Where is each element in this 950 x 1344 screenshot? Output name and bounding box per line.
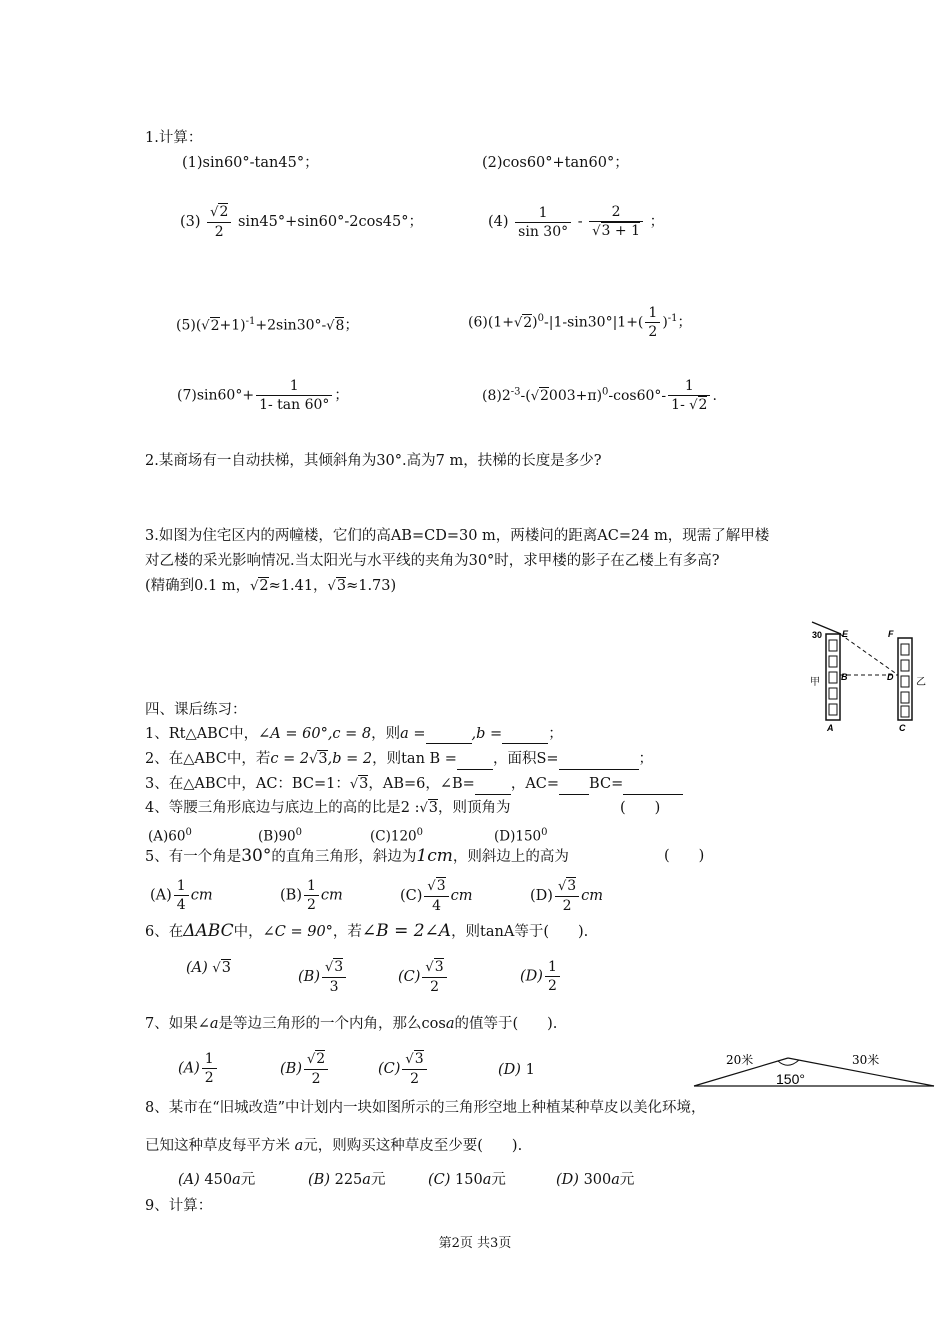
exercise-6-opt-b: (B) $\frac{√3}{3}$	[298, 958, 348, 996]
triangle-figure	[688, 1046, 940, 1092]
exercise-5: 5、有一个角是30°的直角三角形，斜边为1cm，则斜边上的高为	[145, 846, 569, 866]
exercise-1: 1、Rt△ABC中，∠A = 60°,c = 8，则a = ,b = ；	[145, 726, 563, 742]
q1-part2: (2)cos60°+tan60°；	[482, 155, 629, 171]
exercise-5-opt-a: (A) $\frac{1}{4}$ cm	[150, 878, 213, 913]
exercise-4-opt-d: $(D)150^0$	[494, 827, 548, 845]
exercise-4-opt-a: $(A)60^0$	[148, 827, 192, 845]
fig2-left-side: 20米	[726, 1053, 754, 1067]
exercise-9: 9、计算：	[145, 1198, 213, 1214]
exercise-2: 2、在△ABC中，若c = 2√3,b = 2，则tan B = ，面积S= ；	[145, 749, 653, 770]
q1-part6: $(6)(1+√2)^0-|1-\sin 30^\circ|1+$( $\frac{1}{2}$ )$^{-1}$；	[468, 305, 692, 340]
exercise-6-opt-a: (A) √3	[186, 960, 231, 976]
exercise-6-opt-c: (C) $\frac{√3}{2}$	[398, 958, 449, 996]
exercise-8-opt-a: (A) 450a元	[178, 1172, 256, 1188]
exercise-3: 3、在△ABC中，AC：BC=1：√3，AB=6，∠B= ，AC= BC=	[145, 774, 683, 795]
q1-part8: $(8)2^{-3}-(√2003+\pi)^0-\cos 60^\circ-$ $\frac{1}{1- √2}$ .	[482, 378, 717, 413]
q3-line2: 对乙楼的采光影响情况.当太阳光与水平线的夹角为30°时，求甲楼的影子在乙楼上有多高?	[145, 553, 720, 569]
q1-heading: 1.计算：	[145, 130, 203, 146]
fig1-angle: 30	[812, 630, 823, 640]
exercise-5-opt-d: (D) $\frac{√3}{2}$ cm	[530, 878, 604, 914]
buildings-figure	[806, 618, 936, 738]
exercise-7: 7、如果∠a是等边三角形的一个内角，那么cosa的值等于( ).	[145, 1016, 558, 1032]
exercise-8-opt-d: (D) 300a元	[556, 1172, 635, 1188]
exercise-8-opt-b: (B) 225a元	[308, 1172, 386, 1188]
section4-heading: 四、课后练习：	[145, 702, 247, 718]
page-footer: 第2页 共3页	[438, 1236, 512, 1251]
q1-part5: $(5)(√2+1)^{-1}+2\sin 30^\circ-√8$；	[176, 316, 359, 334]
svg-text:C: C	[899, 723, 906, 733]
exercise-6-opt-d: (D) $\frac{1}{2}$	[520, 958, 562, 995]
q1-part4: (4) $\frac{1}{\sin 30^\circ}$ - $\frac{2}{√3 + 1}$ ；	[488, 204, 665, 240]
exercise-4-opt-b: $(B)90^0$	[258, 827, 303, 845]
q1-part7: (7)sin60°+ $\frac{1}{1- \tan 60^\circ}$ ；	[177, 378, 349, 413]
fig2-angle: 150°	[776, 1071, 805, 1087]
svg-text:B: B	[841, 672, 848, 682]
exercise-5-paren: ( )	[664, 848, 705, 864]
exercise-5-opt-c: (C) $\frac{√3}{4}$ cm	[400, 878, 473, 914]
svg-text:F: F	[888, 629, 894, 639]
svg-text:D: D	[887, 672, 894, 682]
q1-part3: (3) $\frac{√2}{2}$ sin45°+sin60°-2cos45°；	[180, 204, 423, 240]
exercise-4-opt-c: $(C)120^0$	[370, 827, 424, 845]
q2-text: 2.某商场有一自动扶梯，其倾斜角为30°.高为7 m，扶梯的长度是多少?	[145, 453, 602, 469]
q3-line1: 3.如图为住宅区内的两幢楼，它们的高AB=CD=30 m，两楼问的距离AC=24 m，现需了解甲楼	[145, 528, 770, 544]
svg-text:A: A	[827, 723, 834, 733]
fig2-right-side: 30米	[852, 1053, 880, 1067]
exercise-7-opt-d: (D) 1	[498, 1062, 535, 1078]
exercise-5-opt-b: (B) $\frac{1}{2}$ cm	[280, 878, 343, 913]
svg-text:E: E	[842, 629, 849, 639]
exercise-8-line2: 已知这种草皮每平方米 a元，则购买这种草皮至少要( ).	[145, 1138, 523, 1154]
q3-line3: (精确到0.1 m，√2≈1.41，√3≈1.73)	[145, 578, 397, 594]
exercise-7-opt-c: (C) $\frac{√3}{2}$	[378, 1050, 429, 1088]
exercise-4: 4、等腰三角形底边与底边上的高的比是2 :√3，则顶角为	[145, 800, 511, 816]
q1-part1: (1)sin60°-tan45°；	[182, 155, 319, 171]
svg-text:乙: 乙	[916, 677, 926, 688]
exercise-8-opt-c: (C) 150a元	[428, 1172, 506, 1188]
exercise-4-paren: ( )	[620, 800, 661, 816]
svg-text:甲: 甲	[810, 677, 820, 688]
exercise-6: 6、在ΔABC中，∠C = 90°，若∠B = 2∠A，则tanA等于( ).	[145, 921, 589, 941]
exercise-8-line1: 8、某市在“旧城改造”中计划内一块如图所示的三角形空地上种植某种草皮以美化环境，	[145, 1100, 706, 1116]
exercise-7-opt-b: (B) $\frac{√2}{2}$	[280, 1050, 330, 1088]
exercise-7-opt-a: (A) $\frac{1}{2}$	[178, 1050, 219, 1087]
